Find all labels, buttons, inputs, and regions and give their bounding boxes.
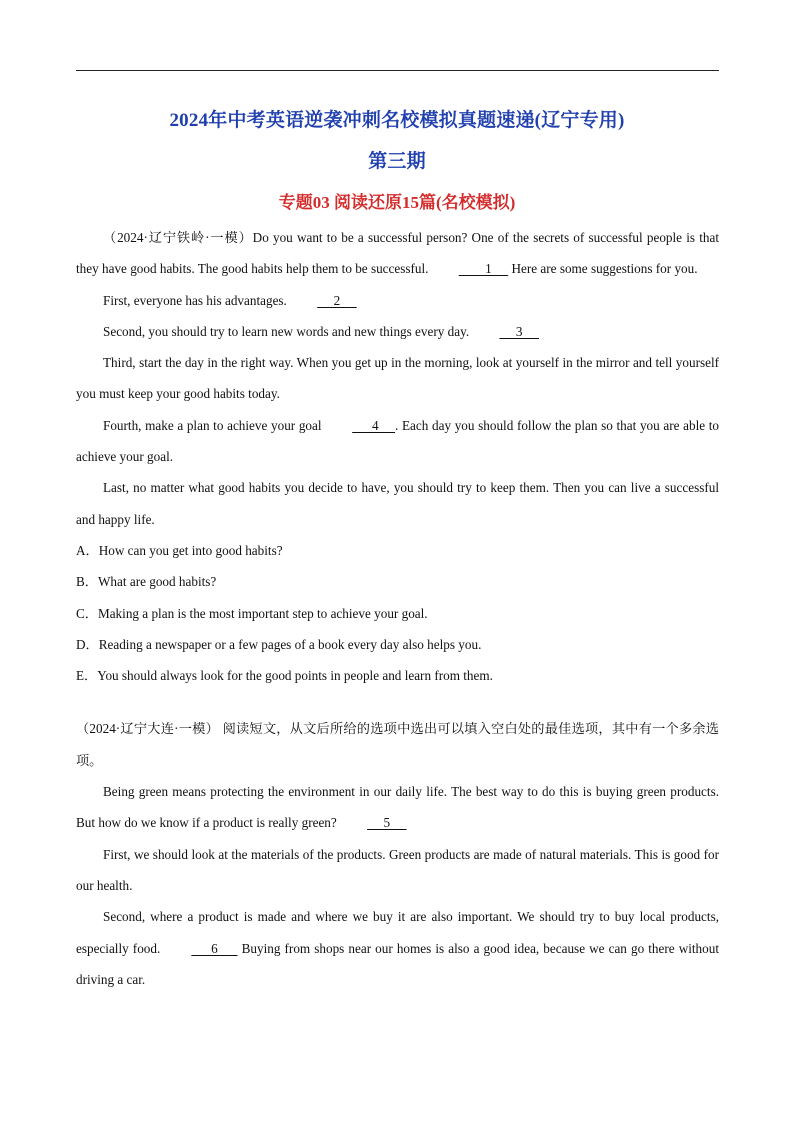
blank-6: 6: [191, 940, 238, 956]
header-rule: [76, 70, 719, 71]
blank-4: 4: [352, 417, 396, 433]
passage1-paragraph3: Second, you should try to learn new words and new things every day. 3: [76, 316, 719, 347]
option-a: A．How can you get into good habits?: [76, 542, 283, 558]
document-body: [76, 222, 719, 995]
passage2-paragraph3: Second, where a product is made and where we buy it are also important. We should try to buy local products, especially food. 6 Buying from shops near our homes is also a good idea, because we can go there without driving a car.: [76, 909, 719, 987]
blank-2: 2: [317, 292, 357, 308]
passage2-paragraph1: Being green means protecting the environment in our daily life. The best way to do this is buying green products. But how do we know if a product is really green? 5: [76, 776, 719, 839]
passage1-paragraph4: Third, start the day in the right way. When you get up in the morning, look at yourself in the mirror and tell yourself you must keep your good habits today.: [76, 355, 719, 402]
option-c: C．Making a plan is the most important step to achieve your goal.: [76, 605, 428, 621]
option-b: B．What are good habits?: [76, 574, 217, 590]
section-gap: [76, 691, 719, 713]
passage2-source: （2024·辽宁大连·一模）: [76, 721, 220, 737]
option-e: E．You should always look for the good points in people and learn from them.: [76, 668, 493, 684]
document-title: 2024年中考英语逆袭冲刺名校模拟真题速递(辽宁专用): [169, 110, 625, 131]
passage1-paragraph5: Fourth, make a plan to achieve your goal 4 . Each day you should follow the plan so that you are able to achieve your goal.: [76, 410, 719, 473]
passage1-paragraph1: （2024·辽宁铁岭·一模）Do you want to be a successful person? One of the secrets of successful people is that they have good habits. The good habits help them to be successful. 1 Here are some suggestions for you.: [76, 222, 719, 285]
passage1-paragraph6: Last, no matter what good habits you decide to have, you should try to keep them. Then you can live a successful and happy life.: [76, 480, 719, 527]
passage1-source: （2024·辽宁铁岭·一模）: [103, 230, 253, 245]
issue-label: 第三期: [368, 151, 426, 172]
passage2-instructions: （2024·辽宁大连·一模） 阅读短文，从文后所给的选项中选出可以填入空白处的最佳选项，其中有一个多余选项。: [76, 721, 719, 768]
topic-heading: 专题03 阅读还原15篇(名校模拟): [278, 193, 516, 212]
passage1-paragraph2: First, everyone has his advantages. 2: [76, 285, 719, 316]
blank-3: 3: [499, 323, 539, 339]
blank-1: 1: [458, 261, 509, 277]
passage2-paragraph2: First, we should look at the materials of the products. Green products are made of natural materials. This is good for our health.: [76, 846, 719, 893]
option-d: D．Reading a newspaper or a few pages of a book every day also helps you.: [76, 636, 482, 652]
blank-5: 5: [367, 815, 407, 831]
